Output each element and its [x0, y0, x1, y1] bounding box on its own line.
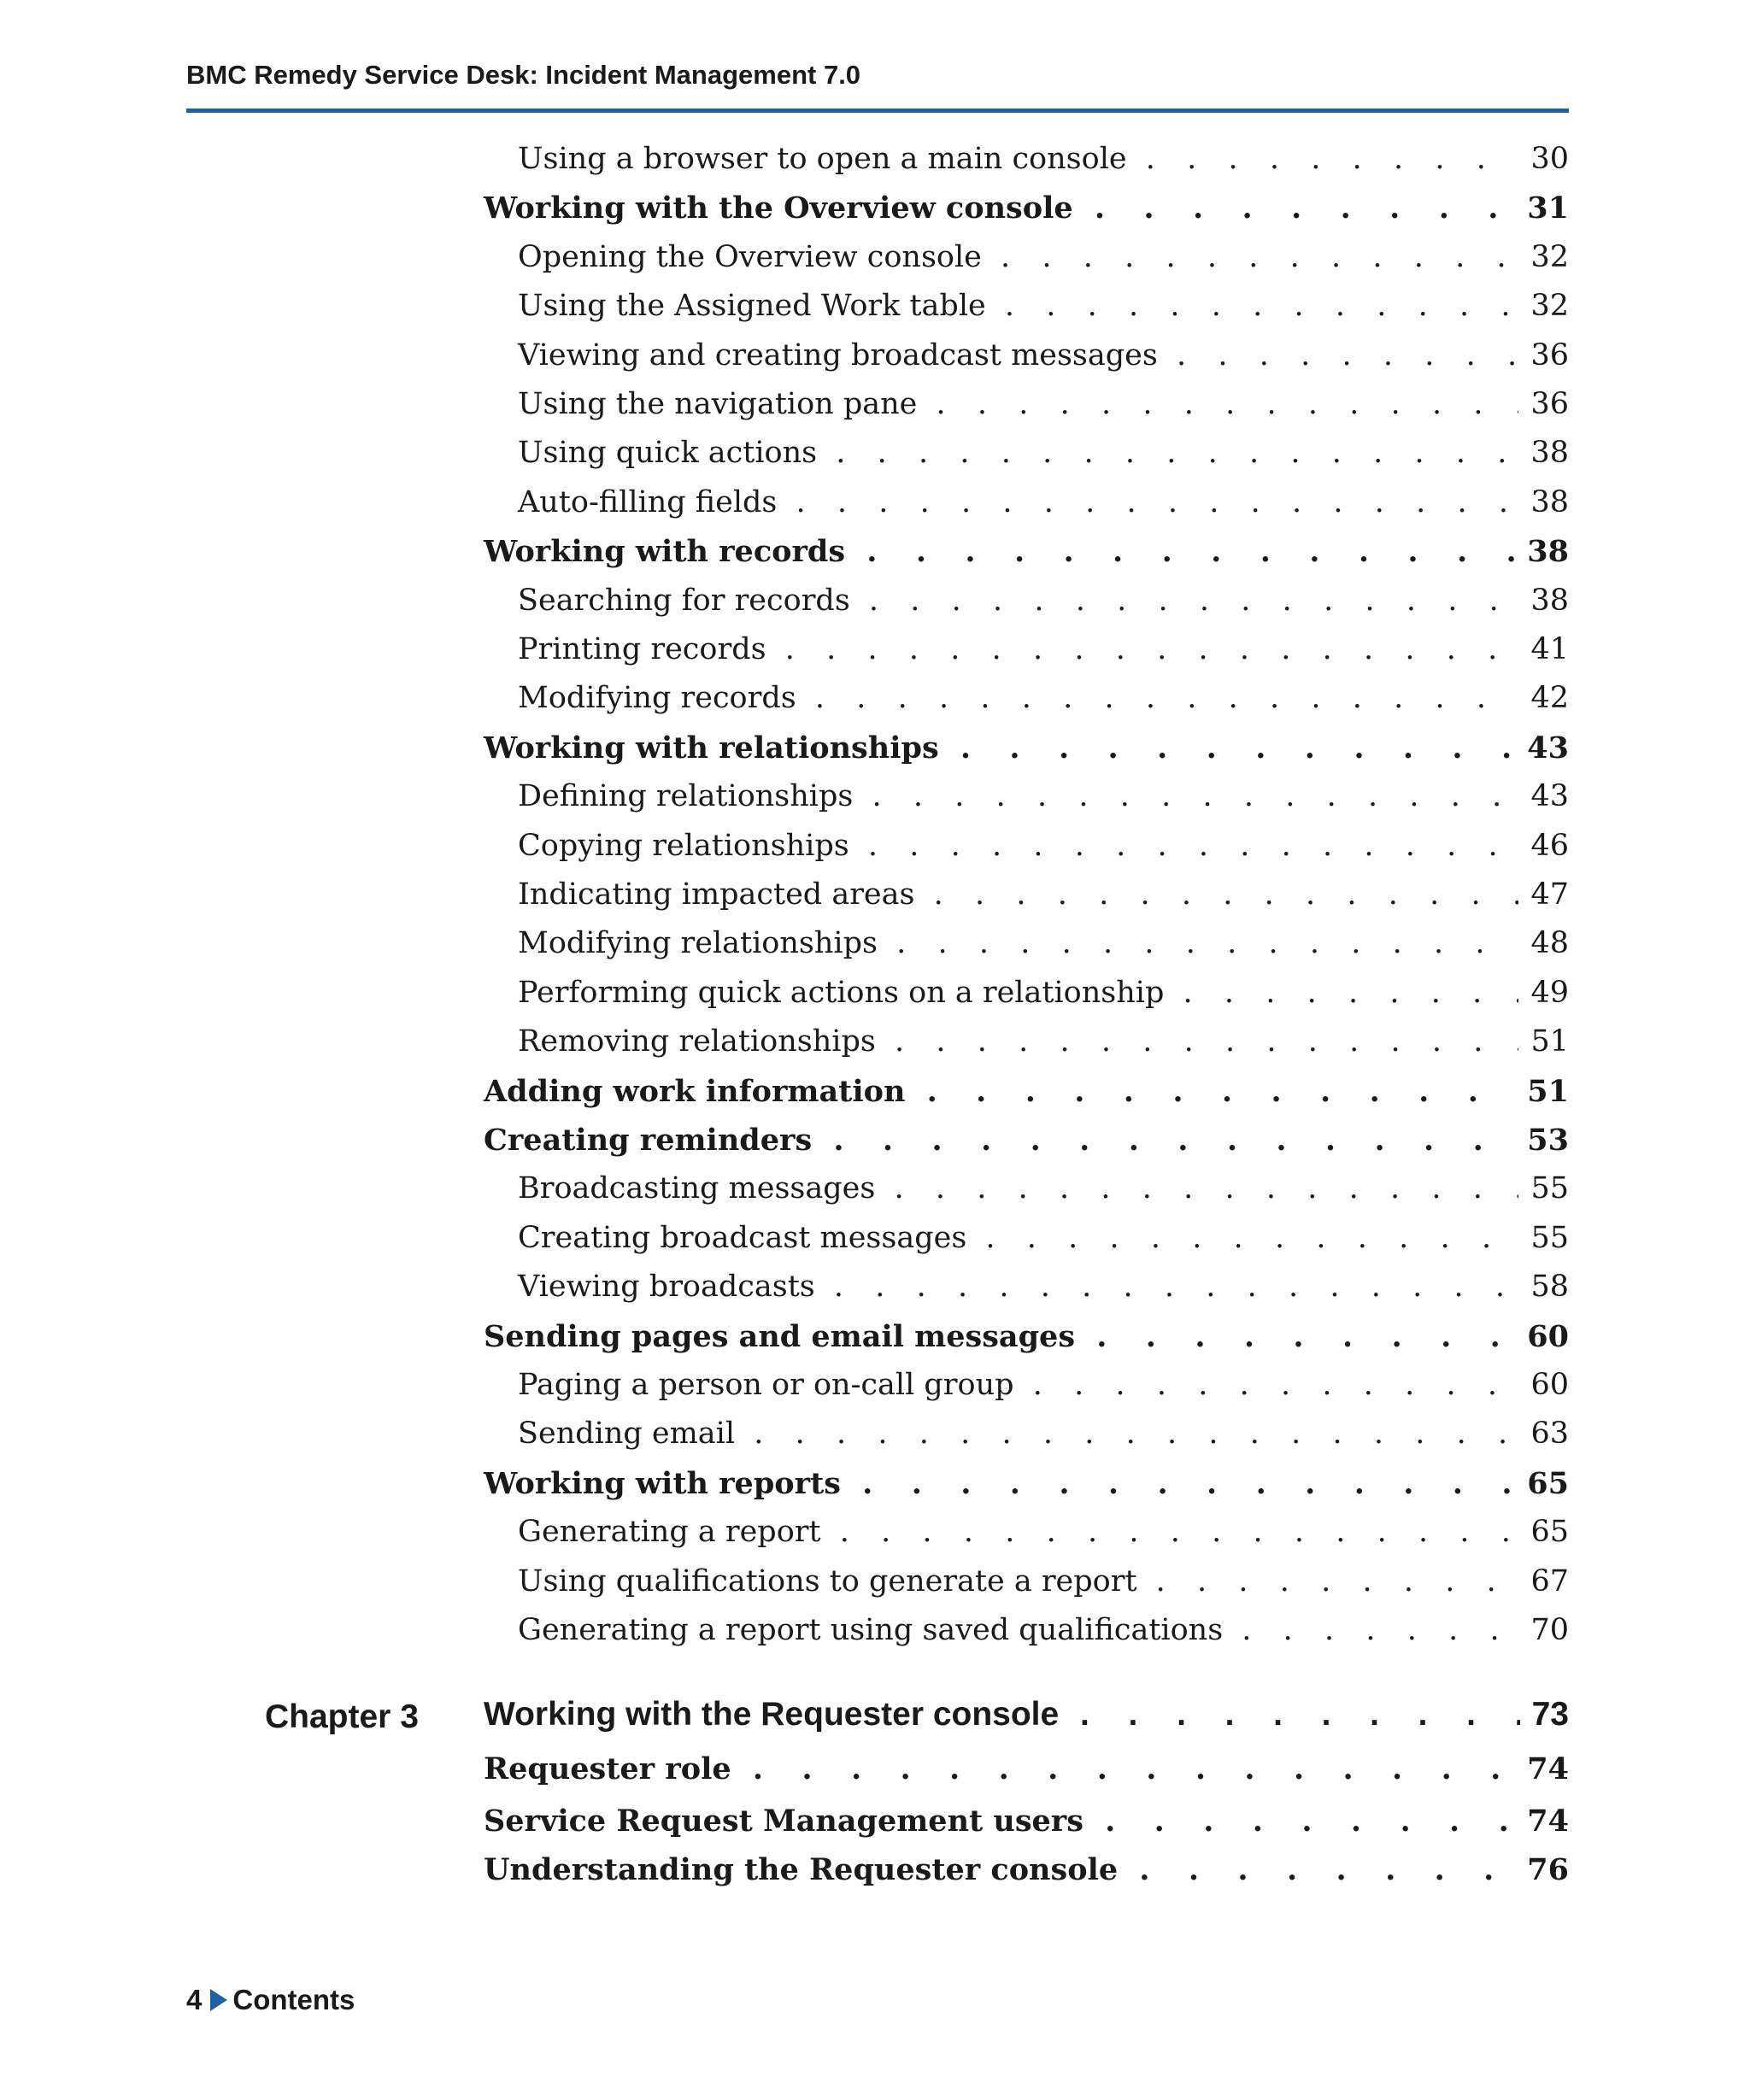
toc-chapter-page: 73	[1531, 1696, 1569, 1733]
toc-entry-page: 46	[1530, 828, 1569, 863]
toc-entry-title: Generating a report using saved qualifications	[518, 1613, 1224, 1647]
toc-leader	[991, 289, 1519, 323]
toc-entry-page: 60	[1527, 1318, 1569, 1354]
toc-leader	[987, 240, 1519, 274]
toc-entry[interactable]	[518, 779, 1569, 827]
toc-entry[interactable]	[484, 1804, 1569, 1851]
toc-entry-title: Using quick actions	[518, 436, 818, 471]
toc-entry-title: Auto-filling fields	[518, 484, 778, 519]
toc-entry[interactable]	[518, 829, 1569, 877]
toc-entry-title: Sending pages and email messages	[484, 1318, 1076, 1354]
toc-entry-title: Copying relationships	[518, 828, 849, 863]
toc-entry-title: Using a browser to open a main console	[518, 142, 1127, 176]
toc-leader	[972, 1221, 1518, 1255]
toc-leader	[846, 1466, 1515, 1501]
toc-entry-page: 38	[1530, 436, 1569, 471]
toc-leader	[1132, 142, 1519, 176]
header-title: BMC Remedy Service Desk: Incident Management 7.0	[186, 60, 861, 90]
toc-entry[interactable]	[518, 387, 1569, 435]
toc-entry-title: Modifying records	[518, 681, 796, 716]
toc-entry-title: Understanding the Requester console	[484, 1852, 1119, 1887]
toc-entry-page: 38	[1530, 484, 1569, 519]
toc-entry-title: Paging a person or on-call group	[518, 1368, 1014, 1402]
toc-entry-title: Viewing and creating broadcast messages	[518, 337, 1158, 372]
header-rule	[186, 109, 1569, 113]
toc-leader	[910, 1074, 1515, 1109]
toc-entry[interactable]	[518, 1613, 1569, 1661]
toc-entry-page: 30	[1530, 142, 1569, 176]
toc-leader	[880, 1171, 1518, 1205]
toc-entry-title: Adding work information	[484, 1073, 906, 1109]
toc-leader	[883, 926, 1519, 960]
toc-entry-title: Searching for records	[518, 583, 850, 618]
toc-leader	[1019, 1368, 1519, 1402]
toc-entry-page: 65	[1527, 1465, 1569, 1501]
chapter-label: Chapter 3	[265, 1698, 419, 1735]
toc-entry-page: 43	[1530, 779, 1569, 814]
toc-entry-page: 49	[1530, 975, 1569, 1010]
toc-entry[interactable]	[518, 1417, 1569, 1464]
toc-entry[interactable]	[484, 1466, 1569, 1514]
toc-leader	[919, 877, 1518, 912]
toc-entry-title: Service Request Management users	[484, 1804, 1083, 1839]
toc-entry[interactable]	[518, 1270, 1569, 1317]
toc-entry-page: 65	[1530, 1515, 1569, 1550]
toc-entry[interactable]	[484, 1074, 1569, 1122]
toc-entry-page: 41	[1530, 632, 1569, 666]
toc-leader	[1123, 1852, 1515, 1887]
toc-entry-title: Removing relationships	[518, 1024, 876, 1059]
toc-leader	[1078, 191, 1516, 226]
toc-entry[interactable]	[518, 681, 1569, 729]
toc-entry-title: Working with reports	[484, 1465, 841, 1501]
toc-entry-title: Working with relationships	[484, 730, 939, 766]
toc-leader	[1064, 1696, 1519, 1733]
toc-entry[interactable]	[518, 1368, 1569, 1416]
toc-entry-title: Defining relationships	[518, 779, 854, 814]
toc-entry-title: Requester role	[484, 1751, 731, 1786]
toc-entry[interactable]	[518, 1564, 1569, 1612]
toc-leader	[1080, 1319, 1515, 1354]
toc-leader	[1228, 1613, 1518, 1647]
toc-entry[interactable]	[518, 877, 1569, 925]
toc-leader	[772, 632, 1519, 666]
toc-entry[interactable]	[518, 1515, 1569, 1563]
toc-entry-page: 42	[1530, 681, 1569, 716]
toc-entry-page: 74	[1527, 1751, 1569, 1786]
toc-entry-title: Broadcasting messages	[518, 1171, 876, 1206]
toc-leader	[854, 829, 1519, 863]
toc-leader	[881, 1024, 1519, 1059]
toc-entry[interactable]	[518, 485, 1569, 533]
toc-entry[interactable]	[518, 584, 1569, 631]
toc-entry-title: Indicating impacted areas	[518, 877, 915, 912]
toc-entry-page: 32	[1530, 289, 1569, 324]
toc-leader	[855, 584, 1519, 618]
toc-entry-page: 67	[1530, 1563, 1569, 1598]
toc-entry-title: Working with records	[484, 534, 846, 570]
toc-leader	[740, 1417, 1518, 1451]
toc-leader	[850, 534, 1515, 569]
toc-entry[interactable]	[518, 1221, 1569, 1269]
toc-entry-page: 38	[1530, 583, 1569, 618]
toc-entry-title: Working with the Overview console	[484, 191, 1073, 226]
toc-entry-page: 43	[1527, 730, 1569, 766]
toc-entry-title: Performing quick actions on a relationship	[518, 975, 1165, 1010]
footer-page-number: 4	[186, 1984, 203, 2015]
toc-entry-title: Using the navigation pane	[518, 387, 918, 421]
toc-entry[interactable]	[484, 534, 1569, 582]
toc-entry-page: 55	[1530, 1171, 1569, 1206]
toc-entry[interactable]	[518, 338, 1569, 386]
toc-leader	[820, 1270, 1519, 1304]
toc-entry-page: 36	[1530, 387, 1569, 421]
toc-entry[interactable]	[484, 1123, 1569, 1170]
toc-chapter-title: Working with the Requester console	[484, 1696, 1060, 1733]
toc-leader	[1089, 1804, 1515, 1839]
toc-entry-title: Generating a report	[518, 1515, 821, 1550]
toc-leader	[858, 779, 1518, 813]
toc-entry[interactable]	[484, 191, 1569, 238]
toc-leader	[822, 436, 1518, 470]
toc-entry-page: 32	[1530, 239, 1569, 274]
right-triangle-icon	[210, 1989, 227, 2011]
toc-entry-page: 55	[1530, 1220, 1569, 1255]
toc-entry-title: Modifying relationships	[518, 926, 878, 961]
toc-leader	[944, 730, 1516, 766]
toc-entry[interactable]	[518, 632, 1569, 680]
toc-entry[interactable]	[518, 1171, 1569, 1219]
toc-entry-title: Printing records	[518, 632, 766, 666]
toc-entry-page: 36	[1530, 337, 1569, 372]
toc-entry-page: 63	[1530, 1417, 1569, 1452]
footer-contents-link[interactable]: Contents	[232, 1984, 355, 2015]
toc-entry[interactable]	[484, 1751, 1569, 1799]
toc-entry-page: 60	[1530, 1368, 1569, 1402]
toc-leader	[1142, 1564, 1519, 1598]
toc-leader	[817, 1123, 1515, 1158]
toc-chapter-entry[interactable]	[484, 1696, 1569, 1747]
toc-entry[interactable]	[484, 730, 1569, 778]
toc-leader	[782, 485, 1518, 519]
toc-entry-title: Using qualifications to generate a report	[518, 1563, 1137, 1598]
toc-leader	[826, 1515, 1519, 1549]
toc-entry-page: 47	[1530, 877, 1569, 912]
toc-entry-title: Opening the Overview console	[518, 239, 982, 274]
toc-leader	[802, 681, 1519, 715]
toc-entry-title: Using the Assigned Work table	[518, 289, 986, 324]
toc-entry-page: 51	[1530, 1024, 1569, 1059]
toc-leader	[1169, 976, 1518, 1010]
toc-entry-title: Creating broadcast messages	[518, 1220, 967, 1255]
toc-entry-page: 51	[1527, 1073, 1569, 1109]
toc-entry-page: 53	[1527, 1123, 1569, 1158]
toc-entry[interactable]	[518, 926, 1569, 974]
toc-entry-page: 58	[1530, 1270, 1569, 1305]
toc-entry-page: 74	[1527, 1804, 1569, 1839]
toc-entry-page: 70	[1530, 1613, 1569, 1647]
toc-entry-page: 76	[1527, 1852, 1569, 1887]
toc-entry[interactable]	[518, 289, 1569, 337]
toc-entry-page: 48	[1530, 926, 1569, 961]
toc-entry-title: Viewing broadcasts	[518, 1270, 815, 1305]
toc-entry[interactable]	[518, 142, 1569, 190]
toc-entry-page: 38	[1527, 534, 1569, 570]
toc-entry[interactable]	[484, 1319, 1569, 1367]
toc-entry-title: Sending email	[518, 1417, 736, 1452]
toc-leader	[737, 1751, 1516, 1786]
toc-entry[interactable]	[518, 976, 1569, 1024]
toc-entry[interactable]	[518, 436, 1569, 484]
toc-leader	[1163, 338, 1519, 372]
toc-entry-page: 31	[1527, 191, 1569, 226]
page-footer	[186, 1984, 355, 2016]
toc-entry-title: Creating reminders	[484, 1123, 813, 1158]
toc-leader	[922, 387, 1518, 421]
toc-entry[interactable]	[484, 1852, 1569, 1900]
toc-entry[interactable]	[518, 240, 1569, 288]
toc-entry[interactable]	[518, 1024, 1569, 1072]
